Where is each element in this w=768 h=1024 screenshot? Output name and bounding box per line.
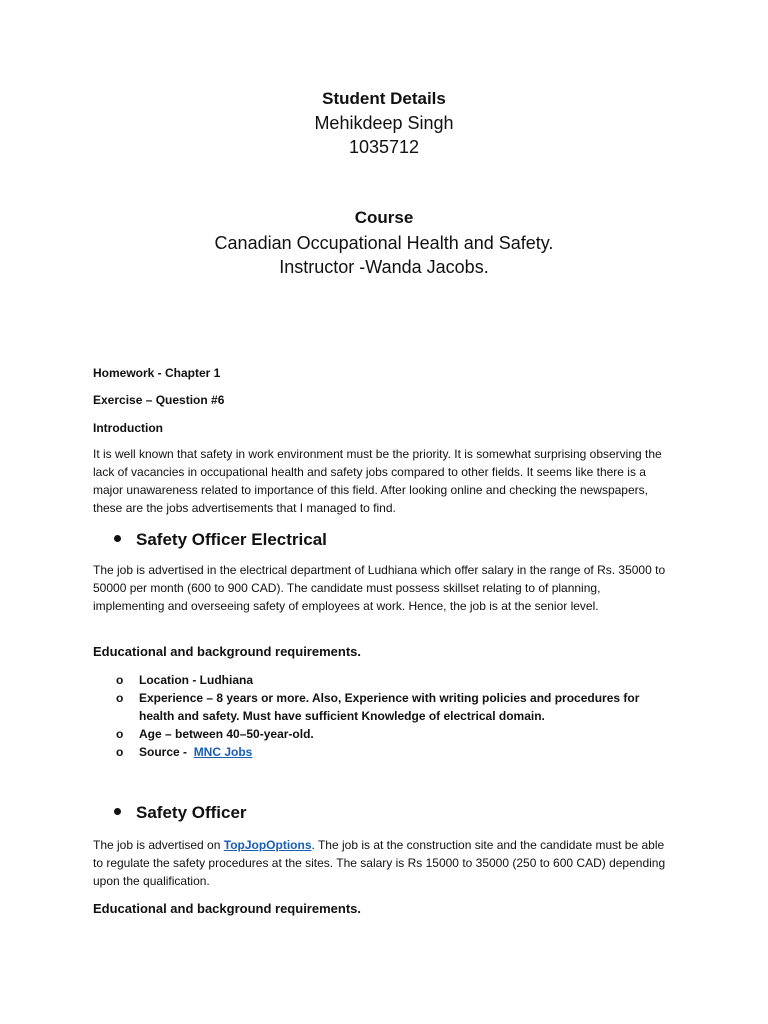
job2-title-item (114, 803, 247, 823)
job2-desc-prefix: The job is advertised on (93, 838, 221, 852)
student-name: Mehikdeep Singh (314, 113, 454, 133)
job1-title-item (114, 530, 327, 550)
exercise-label: Exercise – Question #6 (93, 393, 225, 407)
requirement-location: Location - Ludhiana (139, 673, 253, 687)
circle-bullet-icon: o (116, 673, 124, 687)
job2-description (93, 836, 673, 890)
job1-title: Safety Officer Electrical (136, 530, 327, 549)
introduction-heading: Introduction (93, 421, 163, 435)
list-item (116, 671, 656, 689)
circle-bullet-icon: o (116, 727, 124, 741)
source-label: Source - (139, 745, 188, 759)
job1-requirements-heading: Educational and background requirements. (93, 644, 361, 659)
job1-description: The job is advertised in the electrical department of Ludhiana which offer salary in the range of Rs. 35000 to 50000 per month (600 to 900 CAD). The candidate must possess skillset relating to of planning, implementing and overseeing safety of employees at work. Hence, the job is at the senior level. (93, 563, 666, 613)
introduction-text: It is well known that safety in work environment must be the priority. It is somewhat surprising observing the lack of vacancies in occupational health and safety jobs compared to other fields. It seems like there is a major unawareness related to importance of this field. After looking online and checking the newspapers, these are the jobs advertisements that I managed to find. (93, 447, 662, 515)
requirement-experience: Experience – 8 years or more. Also, Experience with writing policies and procedures for health and safety. Must have sufficient Knowledge of electrical domain. (139, 691, 640, 723)
job2-desc-suffix: . The job is at the construction site and the candidate must be able to regulate the safety procedures at the sites. The salary is Rs 15000 to 35000 (250 to 600 CAD) depending upon the qualification. (93, 838, 666, 888)
job2-requirements-heading: Educational and background requirements. (93, 901, 361, 916)
student-id: 1035712 (348, 137, 420, 157)
requirement-age: Age – between 40–50-year-old. (139, 727, 314, 741)
circle-bullet-icon: o (116, 691, 124, 705)
job1-requirements-list (116, 671, 656, 761)
student-details-heading: Student Details (322, 89, 446, 108)
bullet-icon (114, 808, 121, 815)
job2-title: Safety Officer (136, 803, 247, 822)
list-item (116, 725, 656, 743)
course-name: Canadian Occupational Health and Safety. (214, 233, 554, 253)
course-heading: Course (354, 208, 414, 227)
homework-label: Homework - Chapter 1 (93, 366, 221, 380)
bullet-icon (114, 535, 121, 542)
circle-bullet-icon: o (116, 745, 124, 759)
list-item (116, 689, 656, 725)
instructor-name: Instructor -Wanda Jacobs. (279, 257, 489, 277)
list-item (116, 743, 656, 761)
mnc-jobs-link[interactable]: MNC Jobs (193, 745, 253, 759)
topjopoptions-link[interactable]: TopJopOptions (223, 838, 312, 852)
